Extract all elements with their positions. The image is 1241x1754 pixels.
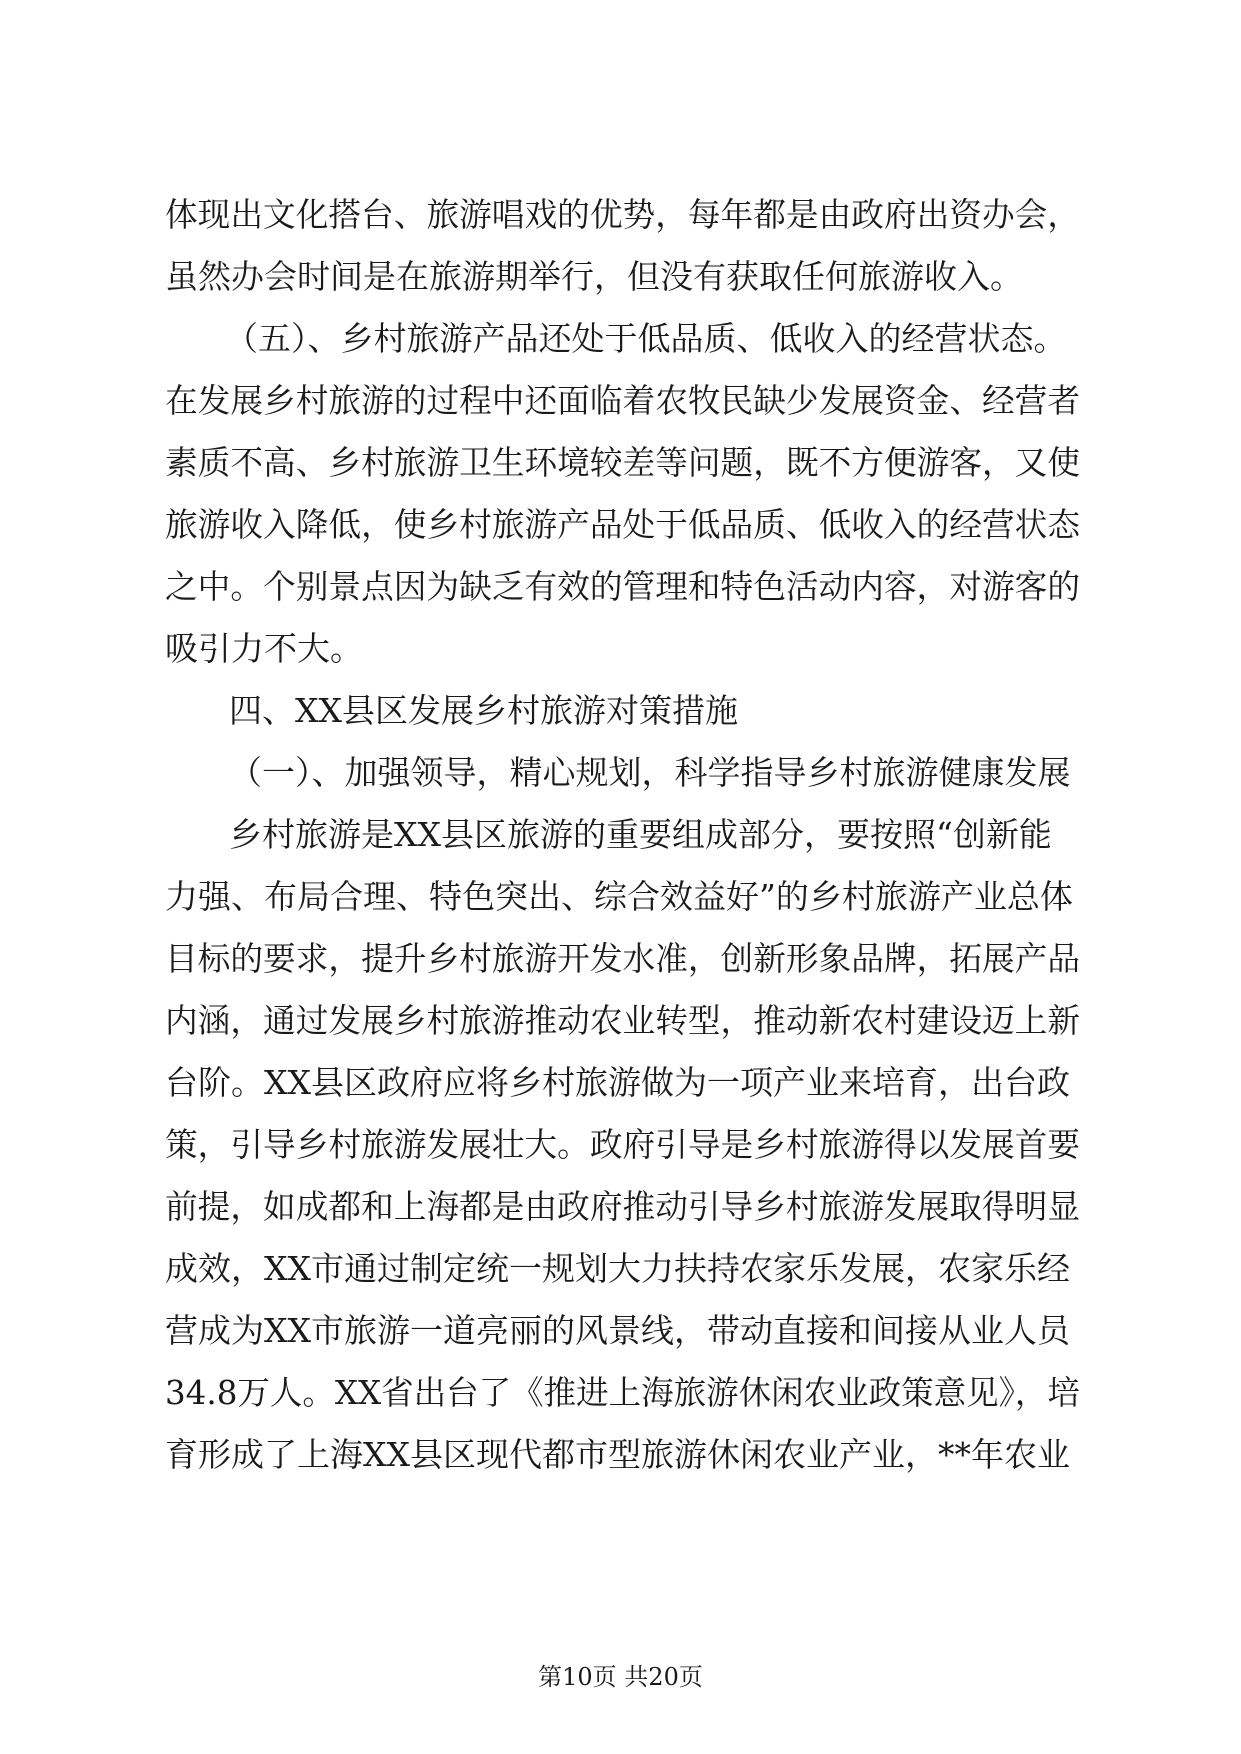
subsection-heading: （一）、加强领导，精心规划，科学指导乡村旅游健康发展 bbox=[229, 753, 1071, 792]
text-line-2: 虽然办会时间是在旅游期举行，但没有获取任何旅游收入。 bbox=[165, 257, 1023, 296]
text-line-14: 内涵，通过发展乡村旅游推动农业转型，推动新农村建设迈上新 bbox=[165, 1001, 1081, 1040]
section-heading: 四、XX县区发展乡村旅游对策措施 bbox=[229, 691, 738, 730]
text-line-13: 目标的要求，提升乡村旅游开发水准，创新形象品牌，拓展产品 bbox=[165, 939, 1081, 978]
text-line-7: 之中。个别景点因为缺乏有效的管理和特色活动内容，对游客的 bbox=[165, 567, 1081, 606]
text-line-4: 在发展乡村旅游的过程中还面临着农牧民缺少发展资金、经营者 bbox=[165, 381, 1081, 420]
text-line-12: 力强、布局合理、特色突出、综合效益好”的乡村旅游产业总体 bbox=[165, 877, 1073, 916]
text-line-18: 成效，XX市通过制定统一规划大力扶持农家乐发展，农家乐经 bbox=[165, 1249, 1070, 1288]
text-line-3: （五）、乡村旅游产品还处于低品质、低收入的经营状态。 bbox=[225, 319, 1067, 358]
text-line-19: 营成为XX市旅游一道亮丽的风景线，带动直接和间接从业人员 bbox=[165, 1311, 1070, 1350]
text-line-1: 体现出文化搭台、旅游唱戏的优势，每年都是由政府出资办会， bbox=[165, 195, 1081, 234]
text-line-20: 34.8万人。XX省出台了《推进上海旅游休闲农业政策意见》，培 bbox=[165, 1373, 1080, 1412]
text-line-6: 旅游收入降低，使乡村旅游产品处于低品质、低收入的经营状态 bbox=[165, 505, 1081, 544]
text-line-5: 素质不高、乡村旅游卫生环境较差等问题，既不方便游客，又使 bbox=[165, 443, 1081, 482]
text-line-15: 台阶。XX县区政府应将乡村旅游做为一项产业来培育，出台政 bbox=[165, 1063, 1070, 1102]
text-line-11: 乡村旅游是XX县区旅游的重要组成部分，要按照“创新能 bbox=[229, 815, 1052, 854]
text-line-21: 育形成了上海XX县区现代都市型旅游休闲农业产业，**年农业 bbox=[165, 1435, 1070, 1474]
text-line-17: 前提，如成都和上海都是由政府推动引导乡村旅游发展取得明显 bbox=[165, 1187, 1081, 1226]
text-line-8: 吸引力不大。 bbox=[165, 629, 363, 668]
page-footer: 第10页 共20页 bbox=[538, 1663, 703, 1691]
text-line-16: 策，引导乡村旅游发展壮大。政府引导是乡村旅游得以发展首要 bbox=[165, 1125, 1081, 1164]
